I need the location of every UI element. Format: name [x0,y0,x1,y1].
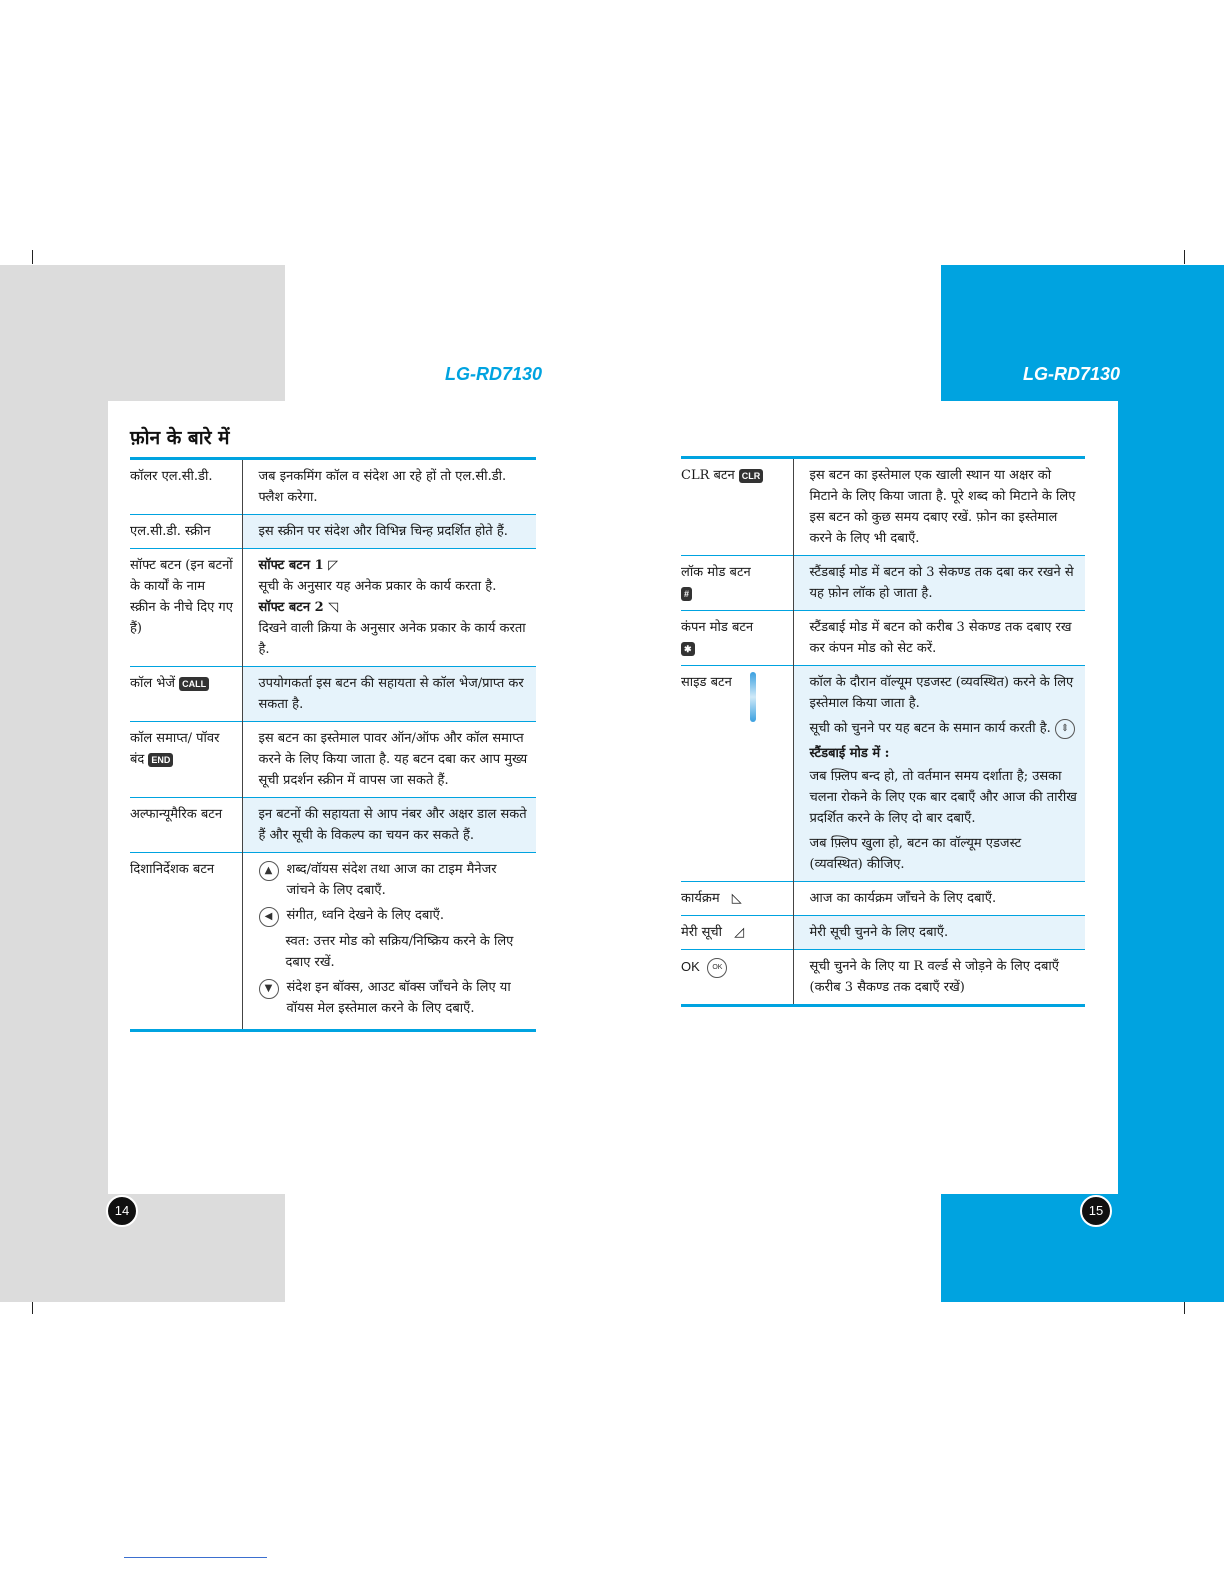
left-key-table [130,460,536,1032]
my-menu-key-icon: ◿ [734,925,745,940]
nav-up-item: ▲ शब्द/वॉयस संदेश तथा आज का टाइम मैनेजर जांचने के लिए दबाएँ. [259,859,529,901]
page-number-right: 15 [1080,1195,1112,1227]
page-number-left: 14 [106,1195,138,1227]
soft-key-1-icon: ◸ [328,558,339,573]
table-row [130,667,536,722]
row-label-cell: OK OK [681,950,793,1006]
side-button-cell [793,666,1085,882]
row-desc: इस बटन का इस्तेमाल पावर ऑन/ऑफ और कॉल समाप्त करने के लिए किया जाता है. यह बटन दबा कर आप मुख्य सूची प्रदर्शन स्क्रीन में वापस जा सकते हैं. [258,731,528,788]
footer-rule [124,1557,267,1558]
soft-key-2-icon: ◹ [328,600,339,615]
right-blue-band-side [1118,401,1224,1302]
table-row [681,916,1085,950]
side-desc-4: जब फ़्लिप खुला हो, बटन का वॉल्यूम एडजस्ट (व्यवस्थित) कीजिए. [809,836,1022,872]
row-label-cell: कॉल समाप्त/ पॉवर बंद END [130,722,242,798]
nav-left-hold-item: स्वत: उत्तर मोड को सक्रिय/निष्क्रिय करने के लिए दबाए रखें. [285,934,514,970]
table-row [130,722,536,798]
table-row [681,882,1085,916]
side-desc-2: सूची को चुनने पर यह बटन के समान कार्य करती है. ⇕ [810,718,1078,739]
ok-key-icon: OK [707,958,727,978]
model-header-right: LG-RD7130 [1022,364,1120,384]
table-row [681,556,1085,611]
nav-left-icon: ◀ [259,907,279,927]
table-row [681,611,1085,666]
soft-button-cell [242,549,536,667]
table-row [130,460,536,515]
row-desc: उपयोगकर्ता इस बटन की सहायता से कॉल भेज/प्राप्त कर सकता है. [242,667,536,722]
star-key-icon: ✱ [681,642,695,656]
table-row [130,798,536,853]
row-desc: जब इनकमिंग कॉल व संदेश आ रहे हों तो एल.सी.डी. फ्लैश करेगा. [258,469,507,505]
row-label: एल.सी.डी. स्क्रीन [130,515,242,549]
clr-key-icon: CLR [739,469,764,483]
nav-cell [242,853,536,1031]
table-row [681,666,1085,882]
model-header-left: LG-RD7130 [444,364,542,384]
row-label: कॉलर एल.सी.डी. [130,460,242,515]
table-row [130,549,536,667]
crop-mark [1184,250,1185,264]
row-desc: स्टैंडबाई मोड में बटन को करीब 3 सेकण्ड तक दबाए रख कर कंपन मोड को सेट करें. [809,620,1072,656]
page-title: फ़ोन के बारे में [130,427,230,449]
row-desc: स्टैंडबाई मोड में बटन को 3 सेकण्ड तक दबा कर रखने से यह फ़ोन लॉक हो जाता है. [793,556,1085,611]
table-row [681,950,1085,1006]
side-key-icon: ⇕ [1055,719,1075,739]
row-label: दिशानिर्देशक बटन [130,853,242,1031]
row-desc: इस स्क्रीन पर संदेश और विभिन्न चिन्ह प्रदर्शित होते हैं. [242,515,536,549]
row-label: सॉफ्ट बटन (इन बटनों के कार्यों के नाम स्क्रीन के नीचे दिए गए हैं) [130,549,242,667]
row-label: अल्फान्यूमैरिक बटन [130,798,242,853]
call-key-icon: CALL [179,677,209,691]
soft-button-1-title: सॉफ्ट बटन 1 ◸ [258,558,339,573]
row-desc: इन बटनों की सहायता से आप नंबर और अक्षर डाल सकते हैं और सूची के विकल्प का चयन कर सकते हैं. [242,798,536,853]
row-desc: आज का कार्यक्रम जाँचने के लिए दबाएँ. [809,891,997,906]
row-label-cell: कॉल भेजें CALL [130,667,242,722]
crop-mark [32,250,33,264]
standby-title: स्टैंडबाई मोड में : [809,746,890,761]
nav-left-item: ◀ संगीत, ध्वनि देखने के लिए दबाएँ. [259,905,529,927]
row-desc: सूची चुनने के लिए या R वर्ल्ड से जोड़ने के लिए दबाएँ (करीब 3 सैकण्ड तक दबाएँ रखें) [809,959,1059,995]
table-row [130,853,536,1031]
schedule-key-icon: ◺ [731,891,742,906]
end-key-icon: END [148,753,173,767]
soft-button-2-desc: दिखने वाली क्रिया के अनुसार अनेक प्रकार के कार्य करता है. [258,621,526,657]
crop-mark [1184,1300,1185,1314]
hash-key-icon: # [681,587,692,601]
row-desc: मेरी सूची चुनने के लिए दबाएँ. [793,916,1085,950]
nav-up-icon: ▲ [259,861,279,881]
table-row [130,515,536,549]
side-button-icon [750,672,756,722]
row-label-cell: लॉक मोड बटन # [681,556,793,611]
nav-down-icon: ▼ [259,979,279,999]
row-label-cell: कार्यक्रम ◺ [681,882,793,916]
crop-mark [32,1300,33,1314]
side-desc-3: जब फ़्लिप बन्द हो, तो वर्तमान समय दर्शाता है; उसका चलना रोकने के लिए एक बार दबाएँ और आज की तारीख प्रदर्शित करने के लिए दो बार दबाएँ. [809,769,1077,826]
right-key-table [681,459,1085,1007]
soft-button-1-desc: सूची के अनुसार यह अनेक प्रकार के कार्य करता है. [258,579,497,594]
row-label-cell: CLR बटन CLR [681,459,793,556]
row-desc: इस बटन का इस्तेमाल एक खाली स्थान या अक्षर को मिटाने के लिए किया जाता है. पूरे शब्द को मिटाने के लिए इस बटन को कुछ समय दबाए रखें. फ़ोन का इस्तेमाल करने के लिए भी दबाएँ. [809,468,1076,546]
side-desc-1: कॉल के दौरान वॉल्यूम एडजस्ट (व्यवस्थित) करने के लिए इस्तेमाल किया जाता है. [809,675,1074,711]
row-label-cell: मेरी सूची ◿ [681,916,793,950]
row-label-cell: कंपन मोड बटन ✱ [681,611,793,666]
nav-down-item: ▼ संदेश इन बॉक्स, आउट बॉक्स जाँचने के लिए या वॉयस मेल इस्तेमाल करने के लिए दबाएँ. [259,977,529,1019]
soft-button-2-title: सॉफ्ट बटन 2 ◹ [258,600,339,615]
table-row [681,459,1085,556]
row-label-cell: साइड बटन [681,666,793,882]
